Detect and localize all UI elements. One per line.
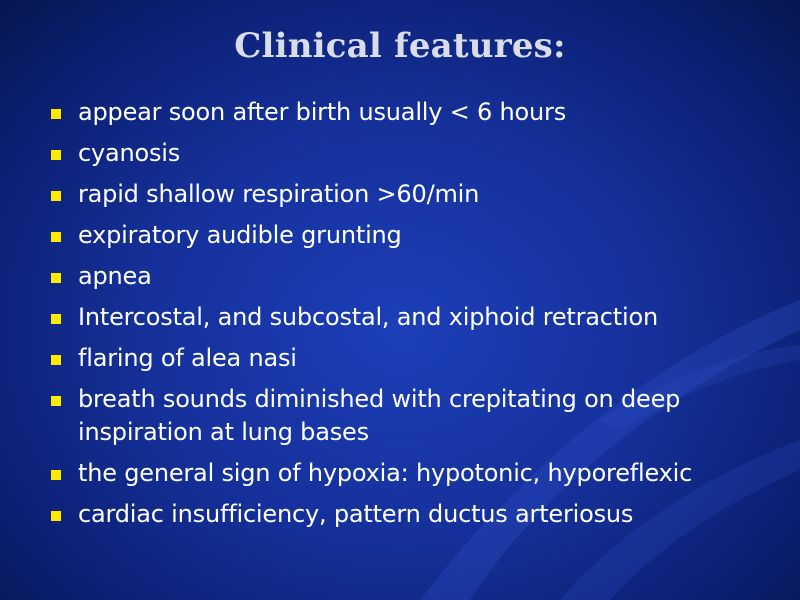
bullet-text: Intercostal, and subcostal, and xiphoid retraction <box>78 303 658 331</box>
bullet-text: breath sounds diminished with crepitating on deep inspiration at lung bases <box>78 385 681 446</box>
bullet-item <box>46 219 776 252</box>
square-bullet-icon <box>51 355 61 365</box>
slide-title: Clinical features: <box>234 26 566 66</box>
square-bullet-icon <box>51 396 61 406</box>
bullet-text: flaring of alea nasi <box>78 344 297 372</box>
square-bullet-icon <box>51 191 61 201</box>
bullet-item <box>46 498 776 531</box>
bullet-text: rapid shallow respiration >60/min <box>78 180 480 208</box>
bullet-text: appear soon after birth usually < 6 hours <box>78 98 566 126</box>
bullet-item <box>46 457 776 490</box>
square-bullet-icon <box>51 232 61 242</box>
bullet-text: cyanosis <box>78 139 181 167</box>
bullet-item <box>46 260 776 293</box>
square-bullet-icon <box>51 511 61 521</box>
bullet-list <box>46 96 776 539</box>
square-bullet-icon <box>51 273 61 283</box>
bullet-text: expiratory audible grunting <box>78 221 402 249</box>
square-bullet-icon <box>51 109 61 119</box>
bullet-item <box>46 96 776 129</box>
square-bullet-icon <box>51 470 61 480</box>
bullet-item <box>46 137 776 170</box>
bullet-item <box>46 383 776 449</box>
bullet-text: cardiac insufficiency, pattern ductus arteriosus <box>78 500 634 528</box>
bullet-item <box>46 301 776 334</box>
bullet-text: apnea <box>78 262 152 290</box>
bullet-text: the general sign of hypoxia: hypotonic, hyporeflexic <box>78 459 693 487</box>
square-bullet-icon <box>51 150 61 160</box>
square-bullet-icon <box>51 314 61 324</box>
bullet-item <box>46 342 776 375</box>
bullet-item <box>46 178 776 211</box>
